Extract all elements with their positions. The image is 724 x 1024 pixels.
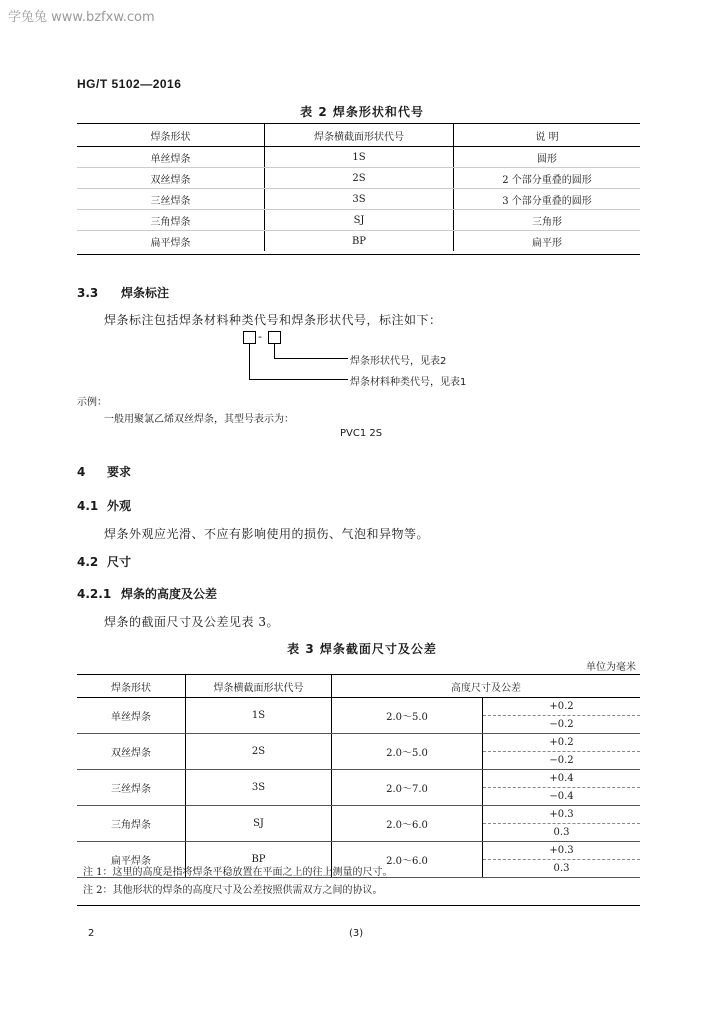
table-cell: 2.0～5.0 (332, 734, 483, 770)
tolerance-upper: +0.3 (483, 842, 640, 860)
section-number: 4.1 (77, 499, 99, 513)
tolerance-lower: 0.3 (553, 827, 570, 838)
standard-number: HG/T 5102—2016 (77, 77, 182, 91)
table-cell: BP (265, 231, 454, 252)
section-number: 3.3 (77, 286, 99, 300)
table-row (77, 698, 640, 734)
table2-header: 焊条横截面形状代号 (265, 124, 454, 147)
table2-frame (77, 123, 640, 255)
table-row (77, 734, 640, 770)
table-cell: 三角焊条 (77, 210, 265, 231)
example-label: 示例： (77, 397, 107, 408)
table2-header: 焊条形状 (77, 124, 265, 147)
section-4-heading (77, 463, 131, 480)
section-4-2-1-heading (77, 585, 217, 602)
table-row (77, 210, 640, 231)
page-number: 2 (88, 928, 95, 939)
watermark: 学兔兔 www.bzfxw.com (8, 10, 155, 25)
tolerance-upper: +0.2 (483, 734, 640, 752)
table-cell: BP (186, 842, 332, 878)
table-row (77, 189, 640, 210)
table3-header: 焊条形状 (77, 675, 186, 698)
table-cell: 三角焊条 (77, 806, 186, 842)
material-code-label: 焊条材料种类代号，见表1 (350, 377, 467, 388)
table2 (77, 124, 640, 251)
shape-code-label: 焊条形状代号，见表2 (350, 356, 447, 367)
tolerance-lower: −0.2 (549, 719, 574, 730)
table-row (77, 806, 640, 842)
shape-code-box (268, 331, 281, 344)
table-cell: 2.0～5.0 (332, 698, 483, 734)
section-title: 尺寸 (107, 555, 132, 569)
tolerance-lower: −0.4 (549, 791, 574, 802)
tolerance-upper: +0.3 (483, 806, 640, 824)
table-cell: 三角形 (454, 210, 641, 231)
table-cell: 单丝焊条 (77, 698, 186, 734)
example-text: 一般用聚氯乙烯双丝焊条，其型号表示为： (104, 414, 294, 425)
tolerance-lower: 0.3 (553, 863, 570, 874)
table-row (77, 231, 640, 252)
section-3-3-text: 焊条标注包括焊条材料种类代号和焊条形状代号，标注如下： (104, 313, 442, 327)
table-cell: 2S (186, 734, 332, 770)
table3-header: 焊条横截面形状代号 (186, 675, 332, 698)
table-cell: 双丝焊条 (77, 734, 186, 770)
table3-note: 注 1：这里的高度是指将焊条平稳放置在平面之上的往上测量的尺寸。 (83, 867, 393, 878)
section-title: 外观 (107, 499, 132, 513)
table-cell: SJ (186, 806, 332, 842)
table-cell: 2 个部分重叠的圆形 (454, 168, 641, 189)
table3-unit: 单位为毫米 (586, 662, 636, 673)
section-number: 4.2 (77, 555, 99, 569)
table-cell: 2.0～6.0 (332, 842, 483, 878)
table3-note: 注 2：其他形状的焊条的高度尺寸及公差按照供需双方之间的协议。 (83, 885, 383, 896)
section-4-2-1-text: 焊条的截面尺寸及公差见表 3。 (104, 615, 279, 629)
table-cell: 1S (186, 698, 332, 734)
table-cell: 圆形 (454, 147, 641, 168)
table-cell: 3S (186, 770, 332, 806)
section-4-1-heading (77, 497, 131, 514)
tolerance-lower: −0.2 (549, 755, 574, 766)
table-cell: 单丝焊条 (77, 147, 265, 168)
leader-line (249, 379, 348, 380)
table-row (77, 770, 640, 806)
dash: - (258, 330, 262, 343)
table-cell: SJ (265, 210, 454, 231)
tolerance-cell (483, 734, 641, 770)
table-row (77, 168, 640, 189)
section-number: 4 (77, 465, 86, 479)
leader-line (249, 344, 250, 380)
table-cell: 双丝焊条 (77, 168, 265, 189)
tolerance-upper: +0.4 (483, 770, 640, 788)
table3-header: 高度尺寸及公差 (332, 675, 641, 698)
tolerance-upper: +0.2 (483, 698, 640, 716)
section-title: 焊条标注 (121, 286, 170, 300)
table2-header: 说 明 (454, 124, 641, 147)
table-cell: 3S (265, 189, 454, 210)
table-cell: 三丝焊条 (77, 189, 265, 210)
table-cell: 三丝焊条 (77, 770, 186, 806)
table-cell: 2S (265, 168, 454, 189)
section-3-3-heading (77, 284, 169, 301)
tolerance-cell (483, 698, 641, 734)
section-title: 要求 (107, 465, 132, 479)
table3-caption: 表 3 焊条截面尺寸及公差 (287, 642, 437, 656)
section-4-1-text: 焊条外观应光滑、不应有影响使用的损伤、气泡和异物等。 (104, 527, 430, 541)
tolerance-cell (483, 770, 641, 806)
table-row (77, 147, 640, 168)
table-cell: 扁平焊条 (77, 842, 186, 878)
section-title: 焊条的高度及公差 (121, 587, 218, 601)
footer-center-mark: (3) (349, 928, 364, 939)
table-cell: 2.0～7.0 (332, 770, 483, 806)
table3 (77, 675, 640, 878)
table-cell: 2.0～6.0 (332, 806, 483, 842)
tolerance-cell (483, 806, 641, 842)
material-code-box (243, 331, 256, 344)
table-cell: 3 个部分重叠的圆形 (454, 189, 641, 210)
section-4-2-heading (77, 553, 131, 570)
leader-line (274, 344, 275, 359)
table-cell: 扁平焊条 (77, 231, 265, 252)
leader-line (274, 358, 348, 359)
section-number: 4.2.1 (77, 587, 112, 601)
table-cell: 扁平形 (532, 237, 562, 249)
table3-notes (77, 864, 640, 900)
example-code: PVC1 2S (340, 428, 383, 439)
table2-caption: 表 2 焊条形状和代号 (300, 105, 424, 119)
table-cell: 1S (265, 147, 454, 168)
